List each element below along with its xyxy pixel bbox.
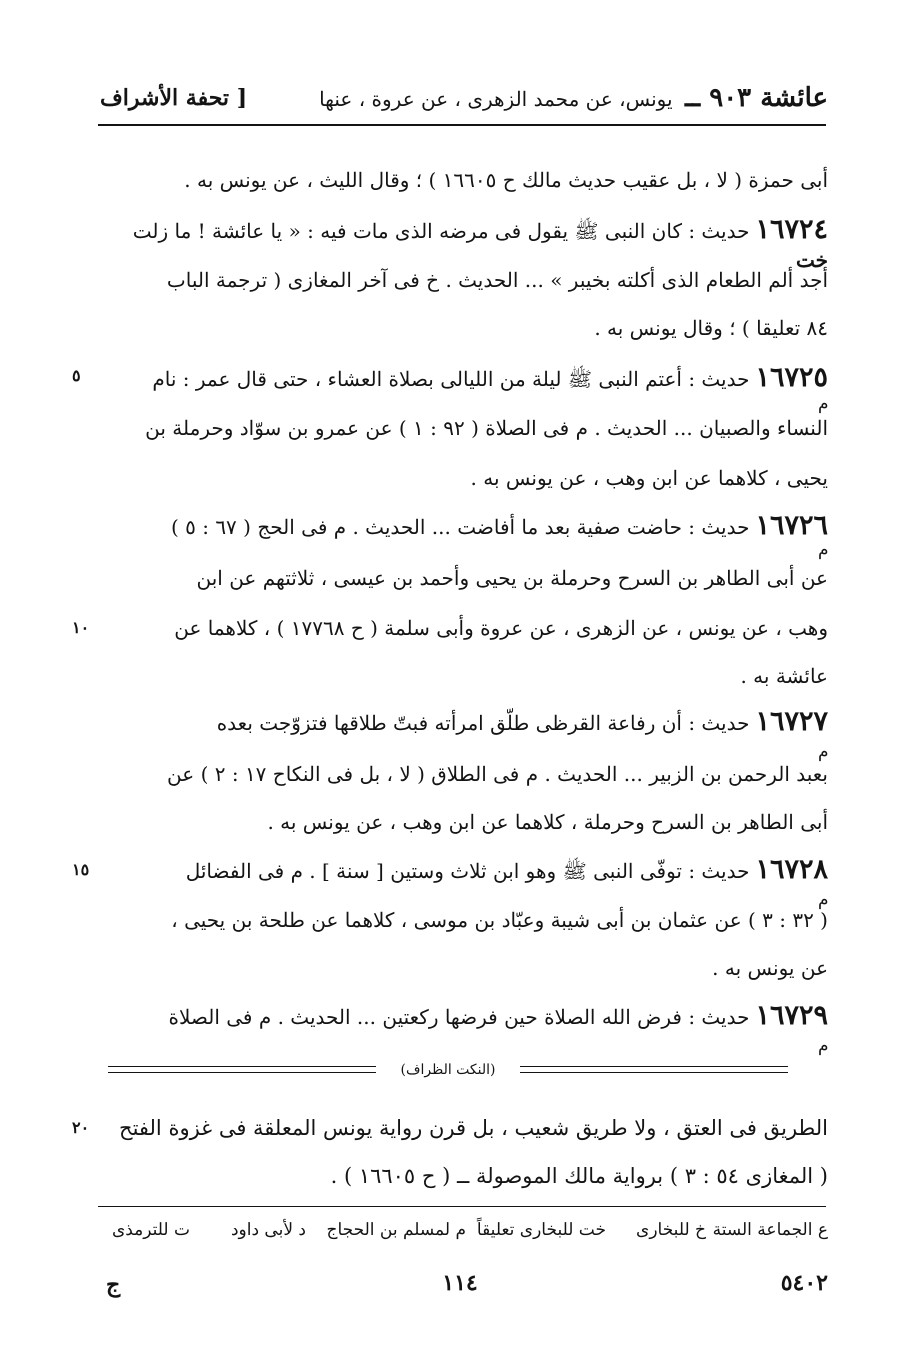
siglum-mim: م bbox=[818, 394, 829, 414]
nukat-rule-right-bottom bbox=[520, 1072, 788, 1073]
margin-line-number: ٢٠ bbox=[72, 1118, 90, 1137]
margin-line-number: ١٠ bbox=[72, 618, 90, 637]
text-line: ( ٣٢ : ٣ ) عن عثمان بن أبى شيبة وعبّاد بن موسى ، كلاهما عن طلحة بن يحيى ، bbox=[171, 908, 828, 932]
header-rule bbox=[98, 124, 826, 126]
text-line: بعبد الرحمن بن الزبير ... الحديث . م فى الطلاق ( لا ، بل فى النكاح ١٧ : ٢ ) عن bbox=[167, 762, 828, 786]
hadith-entry-16724: ١٦٧٢٤حديث : كان النبى ﷺ يقول فى مرضه الذى مات فيه : « يا عائشة ! ما زلت bbox=[132, 214, 828, 245]
hadith-number: ١٦٧٢٨ bbox=[755, 854, 828, 885]
header-chain: يونس، عن محمد الزهرى ، عن عروة ، عنها bbox=[319, 87, 673, 111]
text-line: عائشة به . bbox=[740, 664, 828, 688]
text-line: النساء والصبيان ... الحديث . م فى الصلاة ( ٩٢ : ١ ) عن عمرو بن سوّاد وحرملة بن bbox=[145, 416, 828, 440]
legend-item: ت للترمذى bbox=[111, 1220, 190, 1240]
margin-line-number: ٥ bbox=[72, 366, 81, 385]
text-line: أجد ألم الطعام الذى أكلته بخيبر » ... الحديث . خ فى آخر المغازى ( ترجمة الباب bbox=[166, 268, 828, 292]
nukat-rule-left-bottom bbox=[108, 1072, 376, 1073]
hadith-entry-16727: ١٦٧٢٧حديث : أن رفاعة القرظى طلّق امرأته فبتّ طلاقها فتزوّجت بعده bbox=[216, 706, 828, 737]
legend-item: ع الجماعة الستة bbox=[712, 1220, 828, 1240]
hadith-number: ١٦٧٢٩ bbox=[755, 1000, 828, 1031]
nukat-section-title: (النكت الظراف) bbox=[400, 1062, 496, 1078]
siglum-mim: م bbox=[818, 742, 829, 762]
legend-item: م لمسلم بن الحجاج bbox=[326, 1220, 466, 1240]
footer-page-number: ١١٤ bbox=[442, 1270, 478, 1296]
nukat-line: الطريق فى العتق ، ولا طريق شعيب ، بل قرن رواية يونس المعلقة فى غزوة الفتح bbox=[119, 1116, 828, 1140]
legend-item: خت للبخارى تعليقاً bbox=[476, 1220, 606, 1240]
nukat-line: ( المغازى ٥٤ : ٣ ) برواية مالك الموصولة ــ ( ح ١٦٦٠٥ ) . bbox=[330, 1164, 828, 1188]
text-line: وهب ، عن يونس ، عن الزهرى ، عن عروة وأبى سلمة ( ح ١٧٧٦٨ ) ، كلاهما عن bbox=[174, 616, 828, 640]
siglum-mim: م bbox=[818, 890, 829, 910]
text-line: أبى حمزة ( لا ، بل عقيب حديث مالك ح ١٦٦٠٥ ) ؛ وقال الليث ، عن يونس به . bbox=[184, 168, 828, 192]
header-chapter: عائشة ٩٠٣ ــ bbox=[684, 83, 828, 113]
text-line: عن يونس به . bbox=[712, 956, 828, 980]
hadith-number: ١٦٧٢٤ bbox=[755, 214, 828, 245]
text-line: يحيى ، كلاهما عن ابن وهب ، عن يونس به . bbox=[470, 466, 828, 490]
running-header-right bbox=[319, 80, 828, 116]
hadith-number: ١٦٧٢٦ bbox=[755, 510, 828, 541]
hadith-entry-16728: ١٦٧٢٨حديث : توفّى النبى ﷺ وهو ابن ثلاث وستين [ سنة ] . م فى الفضائل bbox=[185, 854, 828, 885]
footer-volume-number: ٥٤٠٢ bbox=[780, 1270, 828, 1296]
footer-signature-mark: ج bbox=[106, 1272, 121, 1298]
siglum-mim: م bbox=[818, 1036, 829, 1056]
text-line: ٨٤ تعليقا ) ؛ وقال يونس به . bbox=[594, 316, 828, 340]
hadith-number: ١٦٧٢٧ bbox=[755, 706, 828, 737]
siglum-mim: م bbox=[818, 540, 829, 560]
hadith-number: ١٦٧٢٥ bbox=[755, 362, 828, 393]
text-line: أبى الطاهر بن السرح وحرملة ، كلاهما عن ابن وهب ، عن يونس به . bbox=[267, 810, 828, 834]
nukat-rule-left-top bbox=[108, 1066, 376, 1067]
legend-item: خ للبخارى bbox=[636, 1220, 706, 1240]
siglum-khat: خت bbox=[796, 248, 829, 272]
nukat-rule-right-top bbox=[520, 1066, 788, 1067]
margin-line-number: ١٥ bbox=[72, 860, 90, 879]
hadith-entry-16725: ١٦٧٢٥حديث : أعتم النبى ﷺ ليلة من الليالى بصلاة العشاء ، حتى قال عمر : نام bbox=[152, 362, 828, 393]
text-line: عن أبى الطاهر بن السرح وحرملة بن يحيى وأحمد بن عيسى ، ثلاثتهم عن ابن bbox=[196, 566, 828, 590]
legend-item: د لأبى داود bbox=[230, 1220, 306, 1240]
hadith-entry-16726: ١٦٧٢٦حديث : حاضت صفية بعد ما أفاضت ... الحديث . م فى الحج ( ٦٧ : ٥ ) bbox=[170, 510, 828, 541]
legend-rule bbox=[98, 1206, 826, 1207]
running-header-left bbox=[100, 80, 247, 116]
header-book-title: [ تحفة الأشراف bbox=[100, 85, 248, 111]
hadith-entry-16729: ١٦٧٢٩حديث : فرض الله الصلاة حين فرضها ركعتين ... الحديث . م فى الصلاة bbox=[168, 1000, 828, 1031]
